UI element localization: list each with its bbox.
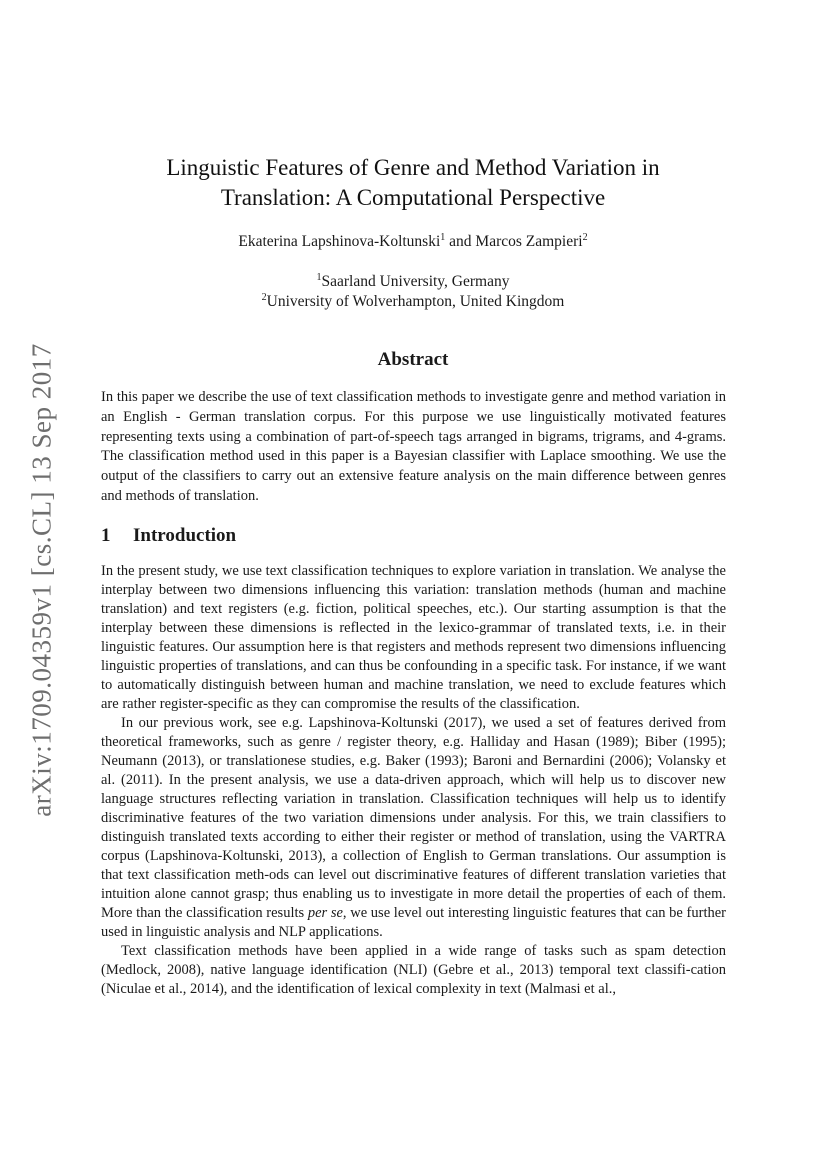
affiliation-name-2: University of Wolverhampton, United Kingdom <box>266 293 565 310</box>
affiliation-2 <box>100 292 726 312</box>
author-name-1: Ekaterina Lapshinova-Koltunski <box>238 233 441 250</box>
paragraph-2 <box>101 714 726 942</box>
affiliation-mark-1: 1 <box>316 272 322 283</box>
abstract-heading: Abstract <box>377 349 449 370</box>
arxiv-identifier-stamp <box>22 340 62 820</box>
affiliation-mark-2: 2 <box>261 292 267 303</box>
title-line-2: Translation: A Computational Perspective <box>220 185 606 210</box>
section-title: Introduction <box>133 525 237 546</box>
arxiv-identifier-text: arXiv:1709.04359v1 [cs.CL] 13 Sep 2017 <box>26 343 57 817</box>
paper-title <box>100 153 726 213</box>
paragraph-2-emphasis: per se <box>307 905 343 921</box>
introduction-body <box>101 562 726 999</box>
author-affiliation-mark-1: 1 <box>440 232 446 243</box>
affiliation-1 <box>100 272 726 292</box>
author-affiliation-mark-2: 2 <box>582 232 588 243</box>
affiliation-name-1: Saarland University, Germany <box>321 273 510 290</box>
affiliation-list <box>100 272 726 312</box>
paragraph-2-text-a: In our previous work, see e.g. Lapshinova-Koltunski (2017), we used a set of features derived from theoretical frameworks, such as genre / register theory, e.g. Halliday and Hasan (1989); Biber (1995); Neumann (2013), or translationese studies, e.g. Baker (1993); Baroni and Bernardini (2006); Volansky et al. (2011). In the present analysis, we use a data-driven approach, which will help us to discover new language structures reflecting variation in translation. Classification techniques will help us to identify discriminative features of the two variation dimensions under analysis. For this, we train classifiers to distinguish translated texts according to either their register or method of translation, using the VARTRA corpus (Lapshinova-Koltunski, 2013), a collection of English to German translations. Our assumption is that text classification meth-ods can level out discriminative features of different translation varieties that intuition alone cannot grasp; thus enabling us to investigate in more detail the properties of each of them. More than the classification results <box>101 715 726 921</box>
author-name-2: Marcos Zampieri <box>475 233 583 250</box>
paragraph-1: In the present study, we use text classification techniques to explore variation in translation. We analyse the interplay between two dimensions influencing this variation: translation methods (human and machine translation) and text registers (e.g. fiction, political speeches, etc.). Our starting assumption is that the interplay between these dimensions is reflected in the lexico-grammar of translated texts, i.e. in their linguistic features. Our assumption here is that registers and methods represent two dimensions influencing linguistic properties of translations, and can thus be confounding in a specific task. For instance, if we want to automatically distinguish between human and machine translation, we need to exclude features which are rather register-specific as they can compromise the results of the classification. <box>101 563 726 712</box>
author-list <box>100 232 726 252</box>
abstract-text: In this paper we describe the use of text classification methods to investigate genre and method variation in an English - German translation corpus. For this purpose we use linguistically motivated features representing texts using a combination of part-of-speech tags arranged in bigrams, trigrams, and 4-grams. The classification method used in this paper is a Bayesian classifier with Laplace smoothing. We use the output of the classifiers to carry out an extensive feature analysis on the main difference between genres and methods of translation. <box>101 389 726 504</box>
paragraph-2-text-b: , we use level out interesting linguistic features that can be further used in linguistic analysis and NLP applications. <box>101 905 726 940</box>
title-line-1: Linguistic Features of Genre and Method Variation in <box>166 155 660 180</box>
paragraph-3: Text classification methods have been applied in a wide range of tasks such as spam detection (Medlock, 2008), native language identification (NLI) (Gebre et al., 2013) temporal text classifi-cation (Niculae et al., 2014), and the identification of lexical complexity in text (Malmasi et al., <box>101 943 726 997</box>
author-conjunction: and <box>445 233 476 250</box>
section-number: 1 <box>101 525 111 546</box>
section-heading <box>101 524 236 548</box>
